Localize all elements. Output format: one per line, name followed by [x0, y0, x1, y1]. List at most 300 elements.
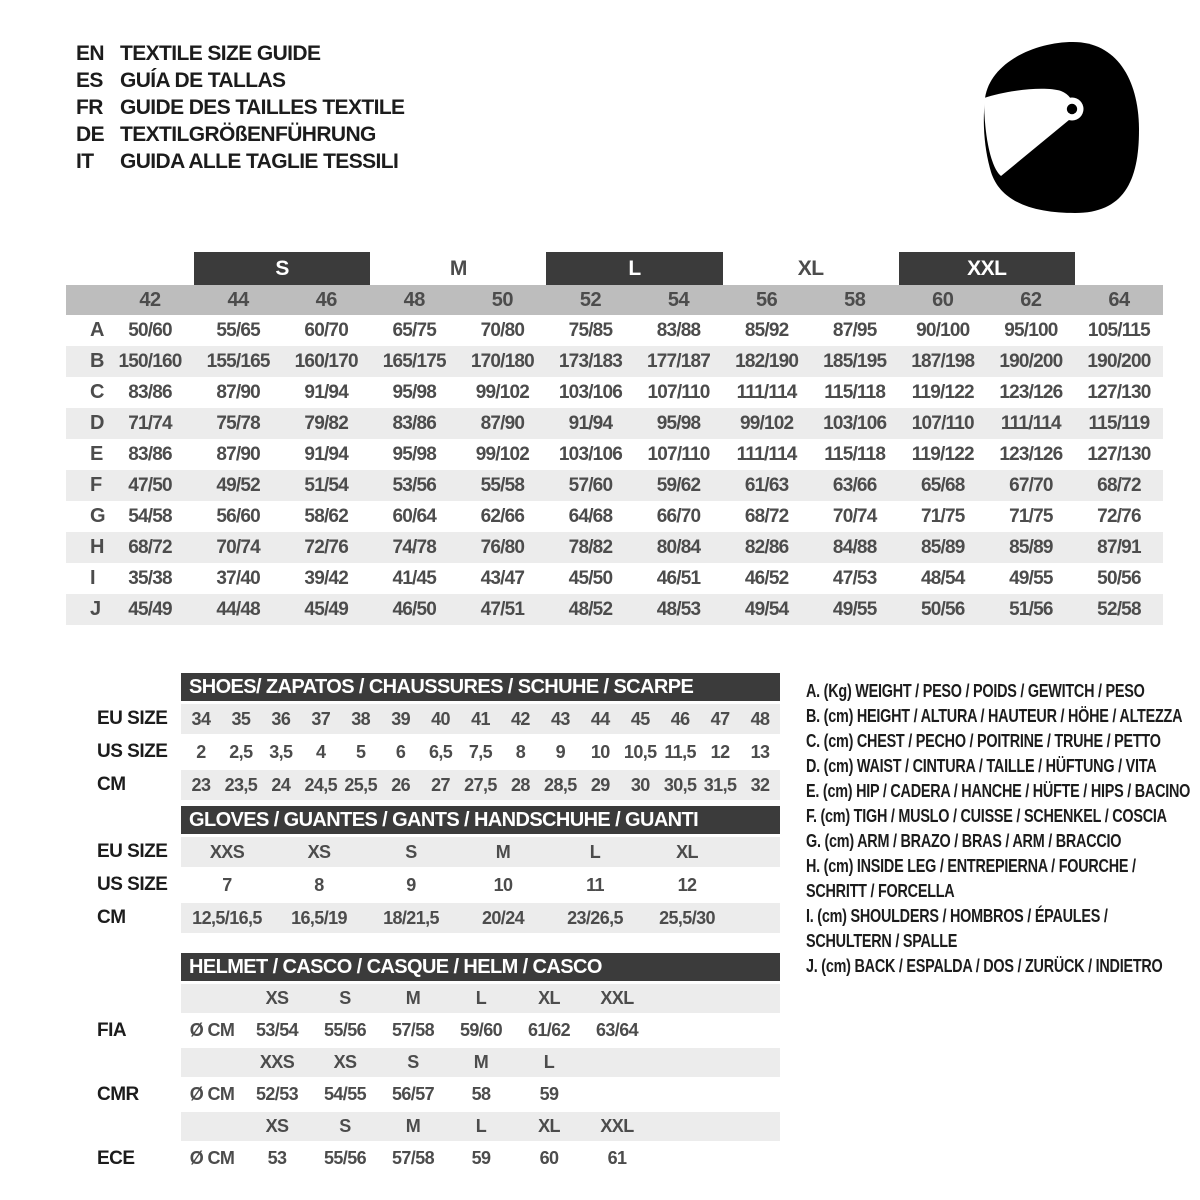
size-value: 65/75: [392, 319, 437, 341]
helmet-size-label: XL: [538, 988, 560, 1008]
language-label: GUÍA DE TALLAS: [120, 68, 286, 92]
size-value: 76/80: [480, 536, 525, 558]
value-cell: 6,5: [428, 741, 453, 762]
size-value: 84/88: [832, 536, 877, 558]
legend-line: G. (cm) ARM / BRAZO / BRAS / ARM / BRACCIO: [806, 831, 1122, 851]
size-value: 45/50: [568, 567, 613, 589]
size-value: 70/80: [480, 319, 525, 341]
helmet-value: 55/56: [323, 1148, 367, 1168]
size-value: 87/95: [832, 319, 877, 341]
legend-line: A. (Kg) WEIGHT / PESO / POIDS / GEWITCH / PESO: [806, 681, 1145, 701]
size-value: 39/42: [304, 567, 348, 589]
language-label: GUIDE DES TAILLES TEXTILE: [120, 95, 405, 119]
size-value: 107/110: [647, 381, 710, 403]
language-code: EN: [76, 41, 104, 65]
size-value: 48/54: [921, 567, 965, 589]
helmet-size-label: XL: [538, 1116, 560, 1136]
size-value: 187/198: [911, 350, 975, 372]
size-value: 78/82: [568, 536, 613, 558]
value-cell: 38: [351, 708, 371, 729]
section-row-label: CM: [97, 907, 126, 928]
value-cell: M: [495, 841, 511, 862]
section-row-label: [66, 1112, 181, 1141]
helmet-value: 52/53: [255, 1084, 299, 1104]
size-value: 53/56: [392, 474, 437, 496]
size-value: 83/86: [128, 443, 172, 465]
helmet-value: 59/60: [459, 1020, 503, 1040]
value-cell: 3,5: [269, 741, 293, 762]
size-value: 95/98: [392, 381, 437, 403]
value-cell: 23: [191, 774, 211, 795]
unit-label: Ø CM: [189, 1148, 235, 1168]
size-value: 111/114: [1000, 412, 1061, 434]
section-bar-row: [66, 953, 780, 981]
size-value: 66/70: [656, 505, 701, 527]
legend-line: SCHULTERN / SPALLE: [806, 931, 958, 951]
size-group-M: M: [449, 256, 467, 280]
legend-item: [806, 804, 1198, 829]
helmet-value: 61: [607, 1148, 627, 1168]
helmet-table: [66, 953, 780, 1176]
unit-label: Ø CM: [189, 1020, 235, 1040]
numeric-size: 42: [139, 288, 161, 311]
size-value: 37/40: [216, 567, 260, 589]
size-value: 50/56: [921, 598, 965, 620]
numeric-size-band: [66, 285, 1163, 315]
value-cell: 26: [391, 774, 411, 795]
value-cell: 7,5: [468, 741, 493, 762]
language-row: [76, 121, 404, 148]
value-cell: L: [589, 841, 601, 862]
size-value: 43/47: [480, 567, 525, 589]
helmet-value: 59: [539, 1084, 559, 1104]
size-value: 48/53: [656, 598, 701, 620]
size-value: 59/62: [656, 474, 701, 496]
section-row: [66, 837, 780, 867]
unit-label: Ø CM: [189, 1084, 235, 1104]
size-value: 177/187: [646, 350, 711, 372]
value-cell: 28,5: [544, 774, 577, 795]
size-value: 61/63: [744, 474, 789, 496]
language-row: [76, 148, 404, 175]
size-value: 49/55: [832, 598, 877, 620]
legend-item: [806, 729, 1198, 754]
size-value: 67/70: [1009, 474, 1053, 496]
size-value: 127/130: [1087, 443, 1151, 465]
size-value: 90/100: [916, 319, 970, 341]
value-cell: 43: [550, 708, 570, 729]
size-value: 54/58: [128, 505, 172, 527]
helmet-values: [181, 1080, 780, 1109]
size-value: 115/118: [824, 443, 886, 465]
row-letter: E: [90, 443, 104, 465]
section-title: GLOVES / GUANTES / GANTS / HANDSCHUHE / GUANTI: [189, 808, 699, 831]
size-value: 83/86: [128, 381, 172, 403]
size-value: 85/92: [744, 319, 789, 341]
size-group-S: S: [194, 252, 370, 285]
helmet-size-label: S: [407, 1052, 419, 1072]
size-value: 60/70: [304, 319, 348, 341]
legend-item: [806, 829, 1198, 854]
size-value: 65/68: [921, 474, 965, 496]
helmet-values: [181, 1016, 780, 1045]
legend-line: J. (cm) BACK / ESPALDA / DOS / ZURÜCK / INDIETRO: [806, 956, 1163, 976]
size-value: 45/49: [304, 598, 348, 620]
numeric-size: 60: [932, 288, 954, 311]
section-title: SHOES/ ZAPATOS / CHAUSSURES / SCHUHE / SCARPE: [189, 675, 694, 698]
helmet-value: 60: [539, 1148, 559, 1168]
size-value: 111/114: [736, 443, 797, 465]
helmet-value-row-ECE: [66, 1144, 780, 1173]
value-cell: 5: [355, 741, 366, 762]
value-cell: 45: [630, 708, 650, 729]
helmet-size-label: M: [405, 988, 421, 1008]
language-code: IT: [76, 149, 94, 173]
value-cell: 34: [191, 708, 211, 729]
section-bar: [181, 953, 780, 981]
size-value: 48/52: [568, 598, 613, 620]
helmet-size-label: L: [543, 1052, 555, 1072]
size-value: 99/102: [739, 412, 794, 434]
size-value: 95/98: [392, 443, 437, 465]
numeric-size: 54: [667, 288, 690, 311]
size-value: 75/85: [568, 319, 613, 341]
size-value: 119/122: [911, 443, 974, 465]
size-value: 150/160: [118, 350, 182, 372]
helmet-size-band-row: [66, 984, 780, 1013]
language-code: ES: [76, 68, 103, 92]
size-value: 119/122: [911, 381, 974, 403]
helmet-size-label: XXL: [600, 988, 634, 1008]
section-row: [66, 903, 780, 933]
value-cell: 9: [555, 741, 566, 762]
size-value: 35/38: [128, 567, 172, 589]
section-title: HELMET / CASCO / CASQUE / HELM / CASCO: [189, 955, 602, 978]
value-cell: 4: [316, 741, 326, 762]
size-value: 160/170: [294, 350, 358, 372]
value-cell: S: [405, 841, 417, 862]
helmet-values: [181, 1144, 780, 1173]
size-value: 95/100: [1004, 319, 1058, 341]
size-value: 68/72: [128, 536, 172, 558]
helmet-size-label: M: [405, 1116, 421, 1136]
value-cell: 41: [471, 708, 490, 729]
helmet-value: 59: [471, 1148, 491, 1168]
size-value: 80/84: [656, 536, 701, 558]
value-cell: 12: [677, 874, 697, 895]
value-cell: 32: [750, 774, 770, 795]
value-cell: XL: [676, 841, 698, 862]
section-row-values: [181, 770, 780, 800]
size-value: 155/165: [206, 350, 270, 372]
section-row-label: US SIZE: [97, 741, 168, 762]
legend-item: [806, 779, 1198, 804]
value-cell: 44: [590, 708, 610, 729]
size-value: 71/75: [921, 505, 965, 527]
size-value: 60/64: [392, 505, 437, 527]
main-row-D: [66, 408, 1163, 439]
value-cell: XS: [307, 841, 331, 862]
helmet-value: 53/54: [255, 1020, 299, 1040]
section-row-values: [181, 837, 780, 867]
legend-item: [806, 854, 1198, 904]
value-cell: 39: [391, 708, 411, 729]
size-value: 44/48: [216, 598, 260, 620]
main-row-C: [66, 377, 1163, 408]
row-letter: B: [90, 350, 105, 372]
size-value: 103/106: [558, 381, 622, 403]
helmet-size-band: [181, 1048, 780, 1077]
value-cell: 25,5/30: [659, 907, 715, 928]
size-value: 91/94: [304, 443, 348, 465]
size-value: 85/89: [921, 536, 965, 558]
gloves-table: [66, 806, 780, 936]
helmet-size-label: L: [475, 988, 487, 1008]
value-cell: 48: [750, 708, 770, 729]
helmet-value: 53: [267, 1148, 287, 1168]
legend-item: [806, 754, 1198, 779]
standard-label: CMR: [97, 1083, 139, 1105]
row-letter: G: [90, 505, 106, 527]
section-row-values: [181, 737, 780, 767]
helmet-size-label: M: [473, 1052, 489, 1072]
size-value: 87/90: [216, 381, 260, 403]
value-cell: 25,5: [344, 774, 377, 795]
section-row-label: [66, 984, 181, 1013]
row-letter: D: [90, 412, 105, 434]
size-value: 74/78: [392, 536, 437, 558]
value-cell: 10,5: [623, 741, 657, 762]
size-value: 72/76: [1097, 505, 1141, 527]
helmet-value: 57/58: [391, 1020, 435, 1040]
section-row-values: [181, 903, 780, 933]
legend-line: F. (cm) TIGH / MUSLO / CUISSE / SCHENKEL / COSCIA: [806, 806, 1167, 826]
section-row: [66, 770, 780, 800]
numeric-size: 48: [403, 288, 425, 311]
row-letter: J: [90, 598, 102, 620]
value-cell: 29: [590, 774, 610, 795]
legend-item: [806, 904, 1198, 954]
section-row-label: EU SIZE: [97, 841, 168, 862]
size-value: 123/126: [999, 381, 1063, 403]
section-row: [66, 870, 780, 900]
size-value: 103/106: [558, 443, 622, 465]
size-value: 41/45: [392, 567, 437, 589]
value-cell: 46: [670, 708, 690, 729]
helmet-size-label: XS: [265, 1116, 289, 1136]
numeric-size: 46: [315, 288, 337, 311]
value-cell: 8: [314, 874, 324, 895]
section-row-values: [181, 704, 780, 734]
value-cell: 18/21,5: [383, 907, 439, 928]
helmet-value: 54/55: [323, 1084, 367, 1104]
size-value: 47/53: [832, 567, 877, 589]
section-row-label: US SIZE: [97, 874, 168, 895]
size-value: 190/200: [999, 350, 1063, 372]
language-code: FR: [76, 95, 103, 119]
section-row-label: EU SIZE: [97, 708, 168, 729]
row-letter: A: [90, 319, 105, 341]
section-row-values: [181, 870, 780, 900]
size-value: 58/62: [304, 505, 348, 527]
racing-helmet-icon: [977, 36, 1145, 220]
value-cell: 24,5: [304, 774, 338, 795]
value-cell: 20/24: [481, 907, 525, 928]
size-value: 70/74: [832, 505, 877, 527]
size-value: 47/51: [480, 598, 525, 620]
size-value: 55/58: [480, 474, 525, 496]
value-cell: XXS: [209, 841, 245, 862]
helmet-size-label: XS: [333, 1052, 357, 1072]
size-value: 72/76: [304, 536, 348, 558]
value-cell: 2,5: [229, 741, 253, 762]
size-value: 111/114: [736, 381, 797, 403]
section-bar-spacer: [66, 953, 181, 981]
value-cell: 11: [586, 874, 604, 895]
size-value: 99/102: [475, 443, 530, 465]
legend-line: I. (cm) SHOULDERS / HOMBROS / ÉPAULES /: [806, 906, 1108, 926]
section-row: [66, 737, 780, 767]
size-value: 50/56: [1097, 567, 1141, 589]
helmet-size-label: S: [339, 1116, 351, 1136]
size-value: 182/190: [735, 350, 799, 372]
size-value: 71/74: [128, 412, 172, 434]
section-row-label: CM: [97, 774, 126, 795]
value-cell: 23,5: [224, 774, 258, 795]
value-cell: 30,5: [663, 774, 697, 795]
language-code: DE: [76, 122, 104, 146]
main-row-H: [66, 532, 1163, 563]
helmet-value: 58: [471, 1084, 491, 1104]
size-group-row: [66, 252, 1163, 285]
size-value: 91/94: [304, 381, 348, 403]
helmet-size-label: XXL: [600, 1116, 634, 1136]
value-cell: 31,5: [703, 774, 737, 795]
size-value: 87/90: [480, 412, 525, 434]
helmet-size-band-row: [66, 1112, 780, 1141]
size-group-L: L: [546, 252, 722, 285]
helmet-size-label: XXS: [259, 1052, 295, 1072]
helmet-value-row-FIA: [66, 1016, 780, 1045]
section-bar-spacer: [66, 806, 181, 834]
legend-line: E. (cm) HIP / CADERA / HANCHE / HÜFTE / HIPS / BACINO: [806, 781, 1191, 801]
helmet-value: 57/58: [391, 1148, 435, 1168]
language-row: [76, 67, 404, 94]
size-value: 82/86: [744, 536, 789, 558]
legend-item: [806, 954, 1198, 979]
value-cell: 27,5: [464, 774, 497, 795]
value-cell: 24: [271, 774, 291, 795]
section-bar-spacer: [66, 673, 181, 701]
size-value: 49/55: [1009, 567, 1053, 589]
size-value: 46/52: [744, 567, 789, 589]
section-bar-row: [66, 673, 780, 701]
value-cell: 35: [231, 708, 251, 729]
value-cell: 28: [511, 774, 530, 795]
size-value: 185/195: [823, 350, 887, 372]
helmet-size-band: [181, 984, 780, 1013]
size-value: 83/86: [392, 412, 437, 434]
size-value: 173/183: [558, 350, 622, 372]
size-value: 62/66: [480, 505, 525, 527]
size-value: 63/66: [832, 474, 877, 496]
numeric-size: 56: [755, 288, 778, 311]
size-group-XXL: XXL: [899, 252, 1075, 285]
language-list: [76, 40, 404, 175]
language-label: TEXTILE SIZE GUIDE: [120, 41, 321, 65]
size-value: 49/52: [216, 474, 260, 496]
value-cell: 12,5/16,5: [192, 907, 262, 928]
value-cell: 37: [311, 708, 331, 729]
legend-line: B. (cm) HEIGHT / ALTURA / HAUTEUR / HÖHE / ALTEZZA: [806, 706, 1183, 726]
main-row-B: [66, 346, 1163, 377]
value-cell: 7: [222, 874, 232, 895]
size-value: 87/91: [1097, 536, 1141, 558]
numeric-size: 50: [491, 288, 513, 311]
legend-line: SCHRITT / FORCELLA: [806, 881, 955, 901]
numeric-size: 52: [579, 288, 602, 311]
size-value: 64/68: [568, 505, 613, 527]
size-value: 68/72: [744, 505, 789, 527]
value-cell: 42: [511, 708, 530, 729]
helmet-size-label: XS: [265, 988, 289, 1008]
size-value: 46/50: [392, 598, 437, 620]
size-value: 46/51: [656, 567, 701, 589]
legend-line: H. (cm) INSIDE LEG / ENTREPIERNA / FOURCHE /: [806, 856, 1136, 876]
size-value: 107/110: [647, 443, 710, 465]
size-value: 127/130: [1087, 381, 1151, 403]
size-value: 56/60: [216, 505, 260, 527]
helmet-value: 56/57: [391, 1084, 435, 1104]
size-value: 71/75: [1009, 505, 1053, 527]
size-value: 55/65: [216, 319, 260, 341]
numeric-size: 58: [844, 288, 866, 311]
size-value: 115/118: [824, 381, 886, 403]
main-rows: [66, 315, 1163, 625]
size-value: 75/78: [216, 412, 260, 434]
row-letter: C: [90, 381, 105, 403]
size-value: 103/106: [823, 412, 887, 434]
helmet-value-row-CMR: [66, 1080, 780, 1109]
section-bar: [181, 673, 780, 701]
helmet-size-band-row: [66, 1048, 780, 1077]
main-size-table: [66, 252, 1163, 625]
value-cell: 6: [395, 741, 406, 762]
language-label: GUIDA ALLE TAGLIE TESSILI: [120, 149, 399, 173]
size-value: 50/60: [128, 319, 172, 341]
section-row: [66, 704, 780, 734]
main-row-F: [66, 470, 1163, 501]
language-row: [76, 40, 404, 67]
size-value: 87/90: [216, 443, 260, 465]
size-value: 83/88: [656, 319, 701, 341]
value-cell: 40: [431, 708, 450, 729]
numeric-size: 64: [1108, 288, 1130, 311]
size-value: 68/72: [1097, 474, 1141, 496]
size-value: 107/110: [911, 412, 974, 434]
size-value: 51/56: [1009, 598, 1053, 620]
size-value: 70/74: [216, 536, 260, 558]
helmet-size-label: L: [475, 1116, 487, 1136]
main-row-I: [66, 563, 1163, 594]
size-value: 57/60: [568, 474, 613, 496]
size-value: 99/102: [475, 381, 530, 403]
value-cell: 30: [630, 774, 650, 795]
language-label: TEXTILGRÖßENFÜHRUNG: [120, 122, 376, 146]
size-value: 105/115: [1087, 319, 1150, 341]
value-cell: 47: [710, 708, 730, 729]
value-cell: 16,5/19: [291, 907, 347, 928]
